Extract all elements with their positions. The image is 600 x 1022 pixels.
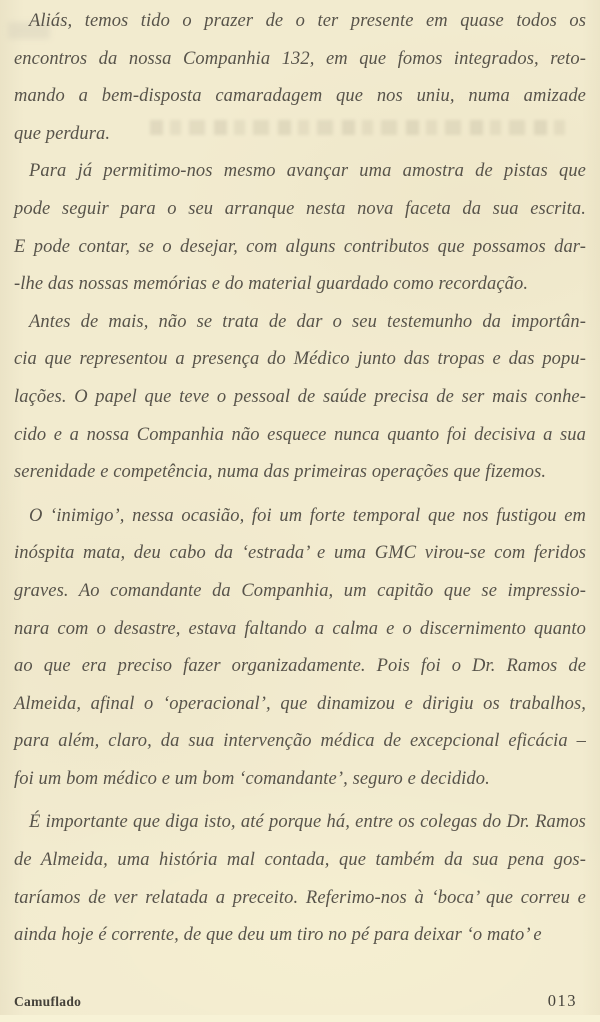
text-line: encontros da nossa Companhia 132, em que fomos integrados, reto- — [14, 48, 586, 69]
text-line: ainda hoje é corrente, de que deu um tiro no pé para deixar ‘o mato’ e — [14, 925, 542, 946]
text-line: de Almeida, uma história mal contada, que também da sua pena gos- — [14, 850, 586, 871]
text-line: cido e a nossa Companhia não esquece nunca quanto foi decisiva a sua — [14, 424, 586, 445]
paragraph — [14, 153, 586, 303]
text-line: ao que era preciso fazer organizadamente. Pois foi o Dr. Ramos de — [14, 656, 586, 677]
text-line: Para já permitimo-nos mesmo avançar uma amostra de pistas que — [29, 161, 586, 182]
text-line: Almeida, afinal o ‘operacional’, que dinamizou e dirigiu os trabalhos, — [14, 693, 586, 714]
page-footer — [14, 991, 577, 1011]
scan-bottom-edge — [0, 1015, 600, 1022]
text-line: mando a bem-disposta camaradagem que nos uniu, numa amizade — [14, 86, 586, 107]
text-line: cia que representou a presença do Médico junto das tropas e das popu- — [14, 349, 586, 370]
text-line: lações. O papel que teve o pessoal de saúde precisa de ser mais conhe- — [14, 386, 586, 407]
text-line: O ‘inimigo’, nessa ocasião, foi um forte temporal que nos fustigou em — [29, 505, 586, 526]
page-number: 013 — [547, 991, 577, 1010]
text-line: E pode contar, se o desejar, com alguns contributos que possamos dar- — [14, 236, 586, 257]
paragraph — [14, 804, 586, 954]
text-line: pode seguir para o seu arranque nesta nova faceta da sua escrita. — [14, 198, 586, 219]
text-line: inóspita mata, deu cabo da ‘estrada’ e uma GMC virou-se com feridos — [14, 543, 586, 564]
text-line: que perdura. — [14, 123, 111, 144]
text-line: para além, claro, da sua intervenção médica de excepcional eficácia – — [14, 731, 586, 752]
text-line: -lhe das nossas memórias e do material guardado como recordação. — [14, 274, 529, 295]
paragraph — [14, 304, 586, 492]
text-line: É importante que diga isto, até porque há, entre os colegas do Dr. Ramos — [29, 812, 586, 833]
text-line: Antes de mais, não se trata de dar o seu testemunho da importân- — [29, 311, 586, 332]
running-title: Camuflado — [14, 994, 82, 1009]
body-text — [14, 3, 586, 955]
text-line: Aliás, temos tido o prazer de o ter presente em quase todos os — [29, 11, 586, 31]
text-line: taríamos de ver relatada a preceito. Referimo-nos à ‘boca’ que correu e — [14, 887, 586, 908]
text-line: nara com o desastre, estava faltando a calma e o discernimento quanto — [14, 618, 586, 639]
paragraph — [14, 498, 586, 799]
text-line: graves. Ao comandante da Companhia, um capitão que se impressio- — [14, 580, 586, 601]
text-line: foi um bom médico e um bom ‘comandante’, seguro e decidido. — [14, 768, 490, 789]
text-line: serenidade e competência, numa das primeiras operações que fizemos. — [14, 462, 547, 483]
paragraph — [14, 3, 586, 153]
